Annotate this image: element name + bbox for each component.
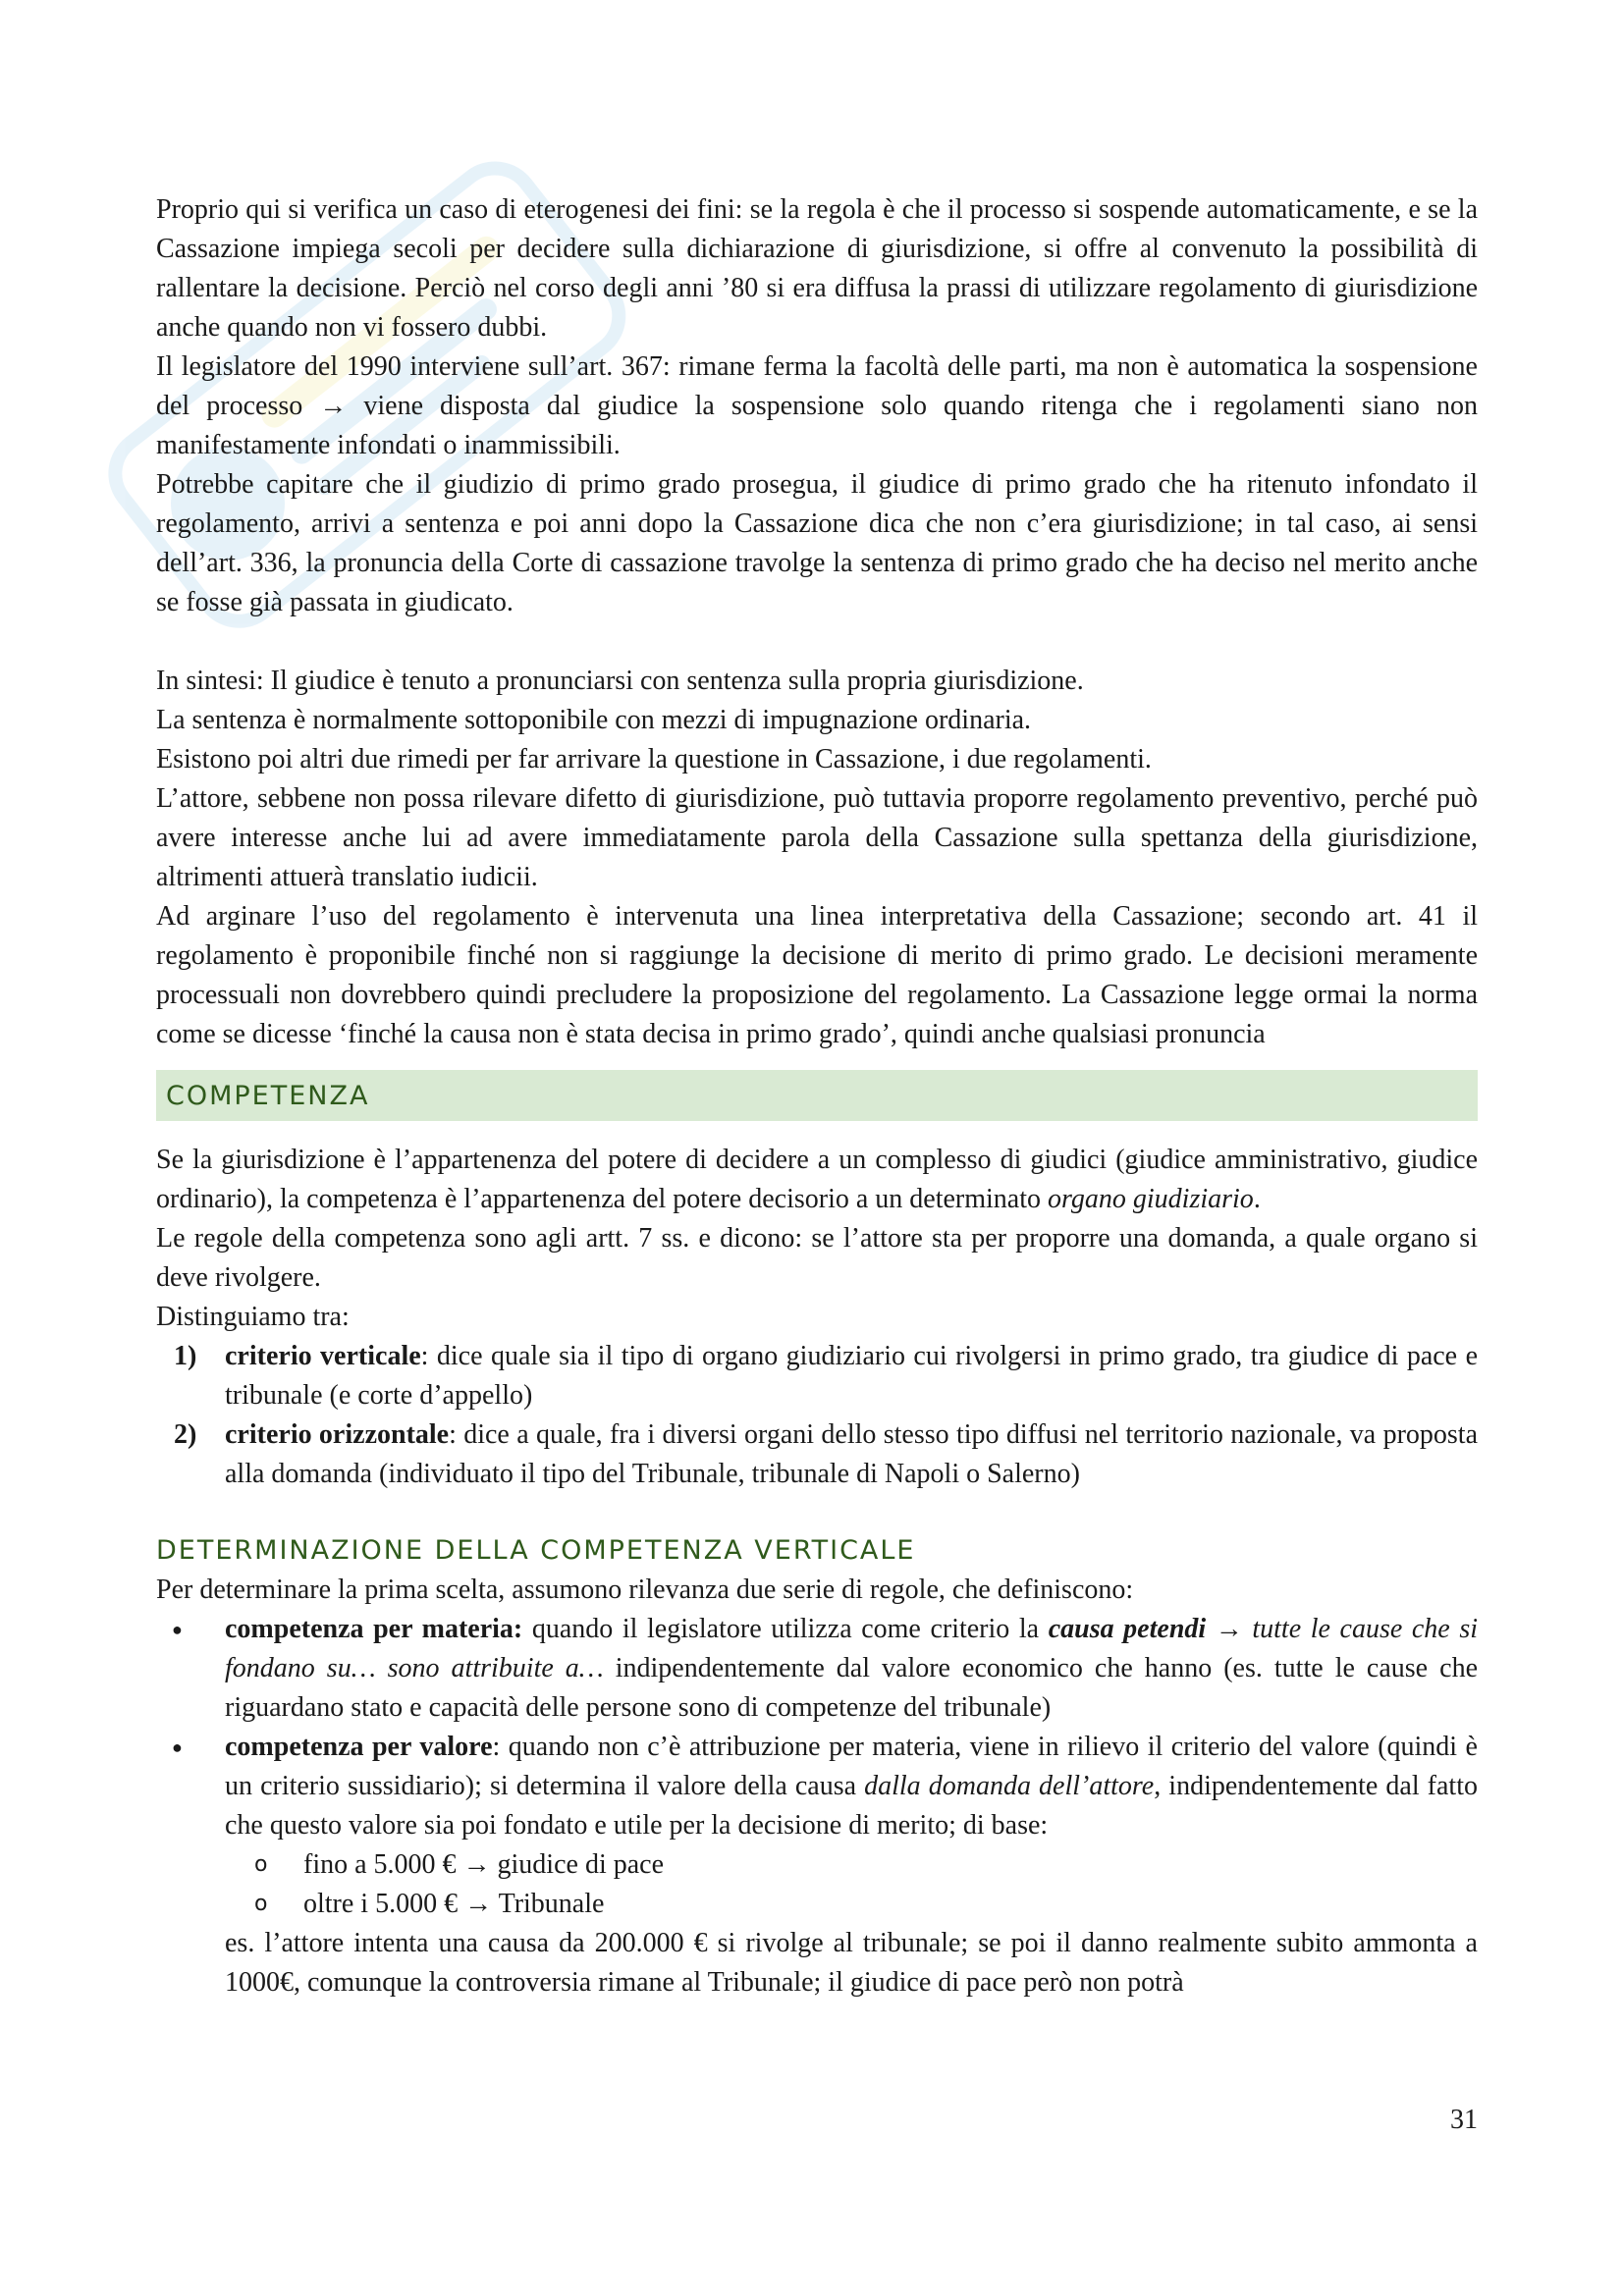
paragraph: [156, 1141, 1478, 1219]
circle-bullet-icon: o: [254, 1852, 268, 1877]
paragraph: Il legislatore del 1990 interviene sull’art. 367: rimane ferma la facoltà delle parti, ma non è automatica la sospensione del processo → viene disposta dal giudice la sospensione solo quando ritenga che i regolamenti siano non manifestamente infondati o inammissibili.: [156, 351, 1478, 460]
list-item: [156, 1337, 1478, 1415]
paragraph: Proprio qui si verifica un caso di eterogenesi dei fini: se la regola è che il processo si sospende automaticamente, e se la Cassazione impiega secoli per decidere sulla dichiarazione di giurisdizione, si offre al convenuto la possibilità di rallentare la decisione. Perciò nel corso degli anni ’80 si era diffusa la prassi di utilizzare regolamento di giurisdizione anche quando non vi fossero dubbi.: [156, 194, 1478, 343]
list-item: [156, 1728, 1478, 2002]
paragraph: Potrebbe capitare che il giudizio di primo grado prosegua, il giudice di primo grado che ha ritenuto infondato il regolamento, arrivi a sentenza e poi anni dopo la Cassazione dica che non c’era giurisdizione; in tal caso, ai sensi dell’art. 336, la pronuncia della Corte di cassazione travolge la sentenza di primo grado che ha deciso nel merito anche se fosse già passata in giudicato.: [156, 469, 1478, 617]
list-number: 2): [174, 1419, 197, 1450]
summary-line: Esistono poi altri due rimedi per far arrivare la questione in Cassazione, i due regolamenti.: [156, 744, 1152, 774]
circle-bullet-icon: o: [254, 1892, 268, 1916]
term: criterio verticale: [225, 1341, 421, 1371]
text-run: →: [1206, 1614, 1253, 1644]
emphasis: organo giudiziario: [1048, 1184, 1254, 1214]
term: competenza per materia:: [225, 1614, 523, 1644]
bullet-list: [156, 1610, 1478, 2002]
list-number: 1): [174, 1341, 197, 1371]
text-run: oltre i 5.000 € → Tribunale: [303, 1889, 605, 1919]
text-run: fino a 5.000 € → giudice di pace: [303, 1849, 665, 1880]
sub-list-item: [225, 1885, 1478, 1924]
sub-list-item: [225, 1845, 1478, 1885]
page-number: 31: [1450, 2105, 1478, 2135]
summary-line: La sentenza è normalmente sottoponibile con mezzi di impugnazione ordinaria.: [156, 705, 1032, 735]
section-heading-competenza-verticale: DETERMINAZIONE DELLA COMPETENZA VERTICALE: [156, 1535, 916, 1566]
emphasis: causa petendi: [1048, 1614, 1207, 1644]
criteria-list: [156, 1337, 1478, 1494]
bullet-icon: ●: [172, 1737, 183, 1757]
term: criterio orizzontale: [225, 1419, 450, 1450]
text-run: .: [1253, 1184, 1261, 1214]
paragraph: Distinguiamo tra:: [156, 1302, 350, 1332]
text-run: indipendentemente dal valore economico che hanno (es. tutte le cause che riguardano stato e capacità delle persone sono di competenze del tribunale): [225, 1653, 1478, 1723]
page-content: [156, 190, 1478, 2002]
bullet-icon: ●: [172, 1620, 183, 1639]
section-heading-competenza: COMPETENZA: [156, 1070, 1478, 1121]
text-run: quando il legislatore utilizza come criterio la: [522, 1614, 1049, 1644]
term: competenza per valore: [225, 1732, 493, 1762]
summary-line: In sintesi: Il giudice è tenuto a pronunciarsi con sentenza sulla propria giurisdizione.: [156, 666, 1084, 696]
list-item: [156, 1415, 1478, 1494]
paragraph: Per determinare la prima scelta, assumono rilevanza due serie di regole, che definiscono:: [156, 1575, 1134, 1605]
list-item: [156, 1610, 1478, 1728]
paragraph: L’attore, sebbene non possa rilevare difetto di giurisdizione, può tuttavia proporre regolamento preventivo, perché può avere interesse anche lui ad avere immediatamente parola della Cassazione sulla spettanza della giurisdizione, altrimenti attuerà translatio iudicii.: [156, 783, 1478, 892]
paragraph: Le regole della competenza sono agli artt. 7 ss. e dicono: se l’attore sta per proporre una domanda, a quale organo si deve rivolgere.: [156, 1223, 1478, 1293]
text-run: , indipendentemente dal fatto che questo valore sia poi fondato e utile per la decisione di merito; di base:: [225, 1771, 1478, 1841]
text-run: : dice a quale, fra i diversi organi dello stesso tipo diffusi nel territorio nazionale, va proposta alla domanda (individuato il tipo del Tribunale, tribunale di Napoli o Salerno): [225, 1419, 1479, 1489]
emphasis: dalla domanda dell’attore: [864, 1771, 1155, 1801]
text-run: : quando non c’è attribuzione per materia, viene in rilievo il criterio del valore (quindi è un criterio sussidiario); si determina il valore della causa: [225, 1732, 1478, 1801]
example-paragraph: es. l’attore intenta una causa da 200.000 € si rivolge al tribunale; se poi il danno realmente subito ammonta a 1000€, comunque la controversia rimane al Tribunale; il giudice di pace però non potrà: [225, 1928, 1478, 1998]
text-run: Se la giurisdizione è l’appartenenza del potere di decidere a un complesso di giudici (giudice amministrativo, giudice ordinario), la competenza è l’appartenenza del potere decisorio a un determinato: [156, 1145, 1478, 1214]
paragraph: Ad arginare l’uso del regolamento è intervenuta una linea interpretativa della Cassazione; secondo art. 41 il regolamento è proponibile finché non si raggiunge la decisione di merito di primo grado. Le decisioni meramente processuali non dovrebbero quindi precludere la proposizione del regolamento. La Cassazione legge ormai la norma come se dicesse ‘finché la causa non è stata decisa in primo grado’, quindi anche qualsiasi pronuncia: [156, 901, 1478, 1049]
emphasis: tutte le cause che si fondano su… sono attribuite a…: [225, 1614, 1478, 1683]
text-run: : dice quale sia il tipo di organo giudiziario cui rivolgersi in primo grado, tra giudice di pace e tribunale (e corte d’appello): [225, 1341, 1478, 1411]
sub-list: [225, 1845, 1478, 1924]
